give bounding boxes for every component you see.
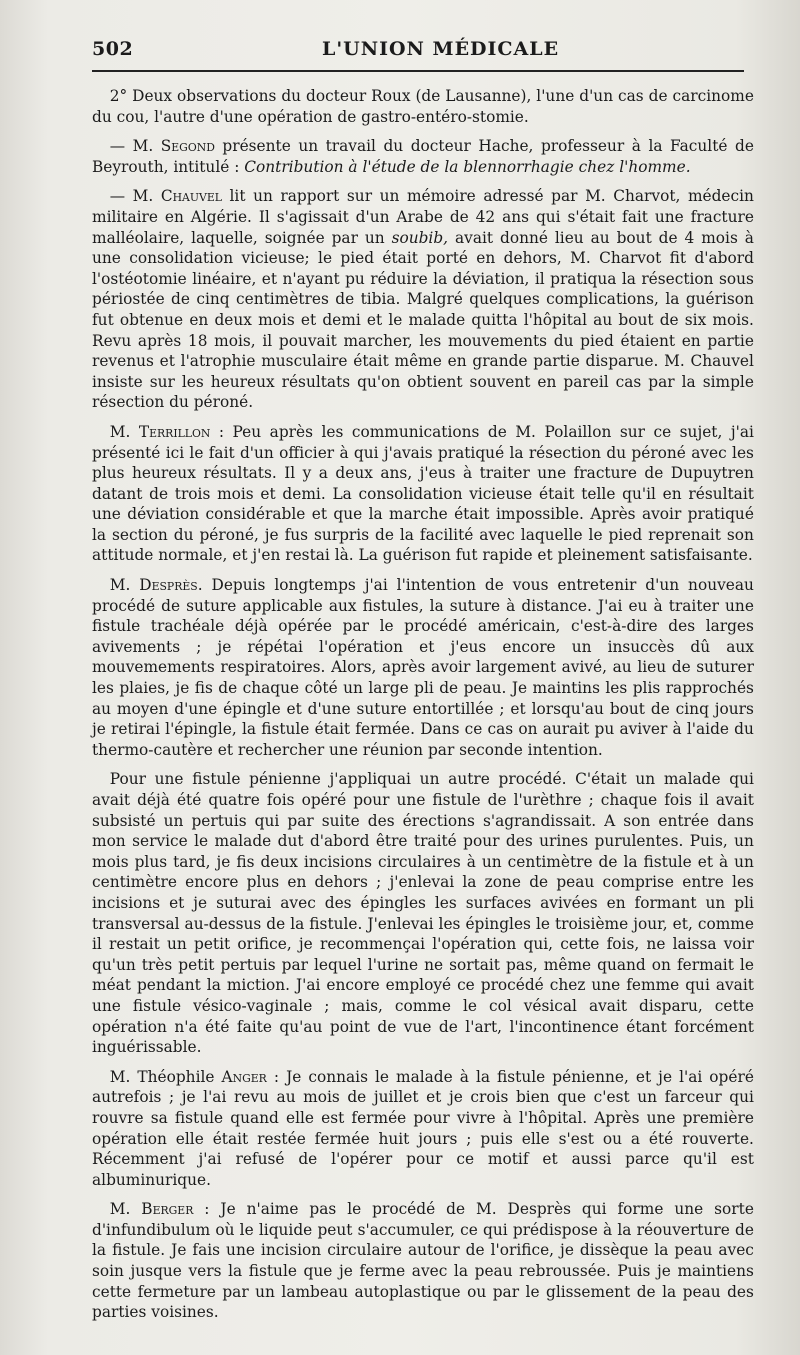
speaker-name: Anger: [221, 1067, 267, 1086]
speaker-name: Berger: [141, 1200, 194, 1219]
speaker-name: Desprès: [139, 576, 198, 595]
paragraph: [92, 575, 754, 760]
speaker-name: Chauvel: [160, 187, 222, 206]
paragraph-text: lit un rapport sur un mémoire adressé par M. Charvot, médecin militaire en Algérie. Il s'agissait d'un Arabe de 42 ans qui s'était fait une fracture malléolaire, laquelle, soignée par un: [92, 187, 754, 247]
speaker-name: Segond: [160, 137, 215, 156]
article-body: [92, 86, 754, 1332]
running-title: L'UNION MÉDICALE: [322, 38, 560, 60]
paragraph-text: . Depuis longtemps j'ai l'intention de vous entretenir d'un nouveau procédé de suture applicable aux fistules, la suture à distance. J'ai eu à traiter une fistule trachéale déjà opérée par le procédé américain, c'est-à-dire des larges avivements ; je répétai l'opération et j'eus encore un insuccès dû aux mouvemements respiratoires. Alors, après avoir largement avivé, au lieu de suturer les plaies, je fis de chaque côté un large pli de peau. Je maintins les plis rapprochés au moyen d'une épingle et d'une suture entortillée ; et lorsqu'au bout de cinq jours je retirai l'épingle, la fistule était fermée. Dans ce cas on aurait pu aviver à l'aide du thermo-cautère et rechercher une réunion par seconde intention.: [92, 576, 754, 759]
paragraph: [92, 186, 754, 413]
italic-term: soubib,: [391, 228, 449, 247]
paragraph-lead: — M.: [109, 137, 161, 156]
paragraph: [92, 1199, 754, 1323]
paragraph-tail: avait donné lieu au bout de 4 mois à une consolidation vicieuse; le pied était porté en dehors, M. Charvot fit d'abord l'ostéotomie linéaire, et n'ayant pu réduire la déviation, il pratiqua la résection sous périostée de cinq centimètres de tibia. Malgré quelques complications, la guérison fut obtenue en deux mois et demi et le malade quitta l'hôpital au bout de six mois. Revu après 18 mois, il pouvait marcher, les mouvements du pied étaient en partie revenus et l'atrophie musculaire était même en grande partie disparue. M. Chauvel insiste sur les heureux résultats qu'on obtient souvent en pareil cas par la simple résection du péroné.: [92, 228, 754, 412]
paragraph-text: Pour une fistule pénienne j'appliquai un autre procédé. C'était un malade qui avait déjà été quatre fois opéré pour une fistule de l'urèthre ; chaque fois il avait subsisté un pertuis qui par suite des érections s'agrandissait. A son entrée dans mon service le malade dut d'abord être traité pour des urines purulentes. Puis, un mois plus tard, je fis deux incisions circulaires à un centimètre de la fistule et à un centimètre encore plus en dehors ; j'enlevai la zone de peau comprise entre les incisions et je suturai avec des épingles les surfaces avivées en formant un pli transversal au-dessus de la fistule. J'enlevai les épingles le troisième jour, et, comme il restait un petit orifice, je recommençai l'opération qui, cette fois, ne laissa voir qu'un très petit pertuis par lequel l'urine ne sortait pas, même quand on fermait le méat pendant la miction. J'ai encore employé ce procédé chez une femme qui avait une fistule vésico-vaginale ; mais, comme le col vésical avait disparu, cette opération n'a été faite qu'au point de vue de l'art, l'incontinence étant forcément inguérissable.: [92, 770, 754, 1057]
paragraph: [92, 769, 754, 1057]
paragraph-text: présente un travail du docteur Hache, professeur à la Faculté de Beyrouth, intitulé :: [92, 137, 754, 176]
header-rule: [92, 70, 744, 72]
paragraph-lead: M.: [109, 422, 139, 441]
paragraph: [92, 86, 754, 127]
page-header: [92, 38, 760, 68]
paragraph-text: 2° Deux observations du docteur Roux (de Lausanne), l'une d'un cas de carcinome du cou, l'autre d'une opération de gastro-entéro-stomie.: [92, 87, 754, 126]
paragraph-text: : Peu après les communications de M. Polaillon sur ce sujet, j'ai présenté ici le fait d'un officier à qui j'avais pratiqué la résection du péroné avec les plus heureux résultats. Il y a deux ans, j'eus à traiter une fracture de Dupuytren datant de trois mois et demi. La consolidation vicieuse était telle qu'il en résultait une déviation considérable et que la marche était impossible. Après avoir pratiqué la section du péroné, je fus surpris de la facilité avec laquelle le pied reprenait son attitude normale, et j'en restai là. La guérison fut rapide et pleinement satisfaisante.: [92, 422, 754, 565]
paragraph-lead: M.: [109, 576, 140, 595]
paragraph: [92, 1067, 754, 1191]
paragraph-lead: M.: [109, 1200, 142, 1219]
page-number: 502: [92, 38, 134, 60]
paragraph-lead: — M.: [109, 187, 161, 206]
work-title: Contribution à l'étude de la blennorrhagie chez l'homme.: [244, 157, 691, 176]
paragraph-lead: M. Théophile: [109, 1067, 222, 1086]
paragraph: [92, 136, 754, 177]
paragraph: [92, 422, 754, 566]
paragraph-text: : Je connais le malade à la fistule pénienne, et je l'ai opéré autrefois ; je l'ai revu au mois de juillet et je crois bien que c'est un farceur qui rouvre sa fistule quand elle est fermée pour vivre à l'hôpital. Après une première opération elle était restée fermée huit jours ; puis elle s'est ou a été rouverte. Récemment j'ai refusé de l'opérer pour ce motif et aussi parce qu'il est albuminurique.: [92, 1067, 754, 1189]
speaker-name: Terrillon: [138, 422, 211, 441]
paragraph-text: : Je n'aime pas le procédé de M. Desprès qui forme une sorte d'infundibulum où le liquide peut s'accumuler, ce qui prédispose à la réouverture de la fistule. Je fais une incision circulaire autour de l'orifice, je dissèque la peau avec soin jusque vers la fistule que je ferme avec la peau rebroussée. Puis je maintiens cette fermeture par un lambeau autoplastique ou par le glissement de la peau des parties voisines.: [92, 1200, 754, 1322]
